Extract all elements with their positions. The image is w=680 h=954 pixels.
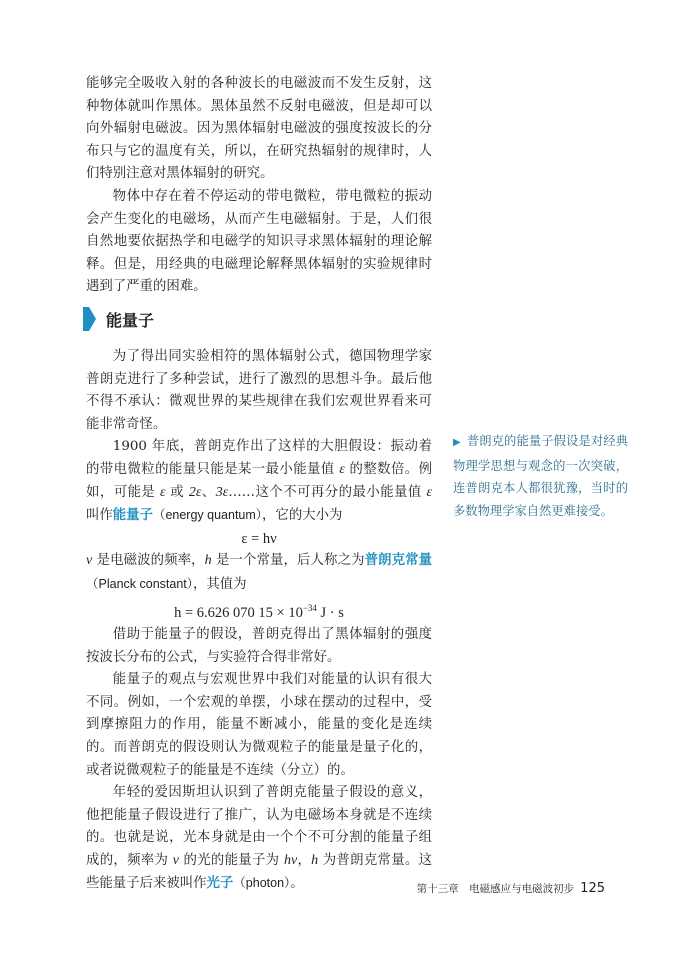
equation-unit: J · s <box>316 604 344 621</box>
section-heading <box>83 305 154 333</box>
chapter-title: 第十三章 电磁感应与电磁波初步 <box>416 883 575 895</box>
text: 是一个常量，后人称之为 <box>216 553 365 569</box>
text: ……这个不可再分的最小能量值 <box>228 484 422 500</box>
paragraph: 能够完全吸收入射的各种波长的电磁波而不发生反射，这种物体就叫作黑体。黑体虽然不反射电磁波，但是却可以向外辐射电磁波。因为黑体辐射电磁波的强度按波长的分布只与它的温度有关，所以，在研究热辐射的规律时，人们特别注意对黑体辐射的研究。 <box>86 76 432 182</box>
equation-exponent: −34 <box>302 602 317 613</box>
equation-planck-value <box>86 597 432 624</box>
section-body <box>86 346 432 896</box>
paragraph <box>86 436 432 527</box>
text: ， <box>297 852 312 868</box>
term-english: （photon） <box>233 876 291 891</box>
math-symbol: 2ε <box>188 484 202 500</box>
math-symbol: ε <box>160 484 166 500</box>
heading-arrow-icon <box>89 307 96 331</box>
math-symbol: ε <box>426 484 433 500</box>
equation-base: h = 6.626 070 15 × 10 <box>174 604 303 621</box>
term-photon: 光子 <box>206 876 234 892</box>
intro-text <box>86 73 432 299</box>
math-symbol: h <box>311 852 319 868</box>
math-symbol: h <box>204 553 212 569</box>
term-english: （energy quantum） <box>152 508 263 523</box>
math-symbol: ν <box>172 852 179 868</box>
math-symbol: hν <box>283 852 298 868</box>
page-footer <box>400 881 605 896</box>
text: 或 <box>170 484 185 500</box>
math-symbol: ν <box>86 553 93 569</box>
text: 、 <box>201 484 216 500</box>
term-english: （Planck constant） <box>86 576 193 591</box>
text: 年轻的爱因斯坦认识到了普朗克能量子假设的意义，他把能量子假设进行了推广，认为电磁场本身就是不连续的。也就是说，光本身就是由一个个不可分割的能量子组成的，频率为 <box>86 785 432 868</box>
paragraph <box>86 782 432 896</box>
paragraph: 能量子的观点与宏观世界中我们对能量的认识有很大不同。例如，一个宏观的单摆，小球在摆动的过程中，受到摩擦阻力的作用，能量不断减小，能量的变化是连续的。而普朗克的假设则认为微观粒子的能量是量子化的，或者说微观粒子的能量是不连续（分立）的。 <box>86 672 432 778</box>
text: ，其值为 <box>193 576 247 592</box>
text: 1900 年底，普朗克作出了这样的大胆假设：振动着的带电微粒的能量只能是某一最小能量值 <box>86 439 432 477</box>
term-planck-constant: 普朗克常量 <box>364 553 432 569</box>
paragraph <box>86 550 432 596</box>
paragraph: 为了得出同实验相符的黑体辐射公式，德国物理学家普朗克进行了多种尝试，进行了激烈的思想斗争。最后他不得不承认：微观世界的某些规律在我们宏观世界看来可能非常奇怪。 <box>86 349 432 432</box>
text: 叫作 <box>86 508 113 524</box>
note-arrow-icon: ▶ <box>453 437 461 448</box>
sidebar-note-text: 普朗克的能量子假设是对经典物理学思想与观念的一次突破，连普朗克本人都很犹豫，当时的多数物理学家自然更难接受。 <box>453 434 628 518</box>
text: 的整数倍。例如，可能是 <box>86 461 433 500</box>
term-energy-quantum: 能量子 <box>112 508 153 524</box>
math-symbol: ε <box>339 461 345 477</box>
text: 的光的能量子为 <box>183 852 280 868</box>
paragraph: 借助于能量子的假设，普朗克得出了黑体辐射的强度按波长分布的公式，与实验符合得非常好。 <box>86 626 432 665</box>
text: 是电磁波的频率， <box>96 553 205 569</box>
equation-energy: ε = hν <box>241 530 277 547</box>
text: ，它的大小为 <box>262 508 343 524</box>
sidebar-note <box>453 430 628 522</box>
text: 。 <box>290 876 304 892</box>
text: 为普朗克常量。这些能量子后来被叫作 <box>86 852 432 892</box>
section-title: 能量子 <box>106 310 155 330</box>
page-number: 125 <box>580 881 605 896</box>
paragraph: 物体中存在着不停运动的带电微粒，带电微粒的振动会产生变化的电磁场，从而产生电磁辐射。于是，人们很自然地要依据热学和电磁学的知识寻求黑体辐射的理论解释。但是，用经典的电磁理论解释黑体辐射的实验规律时遇到了严重的困难。 <box>86 188 432 295</box>
math-symbol: 3ε <box>215 484 229 500</box>
